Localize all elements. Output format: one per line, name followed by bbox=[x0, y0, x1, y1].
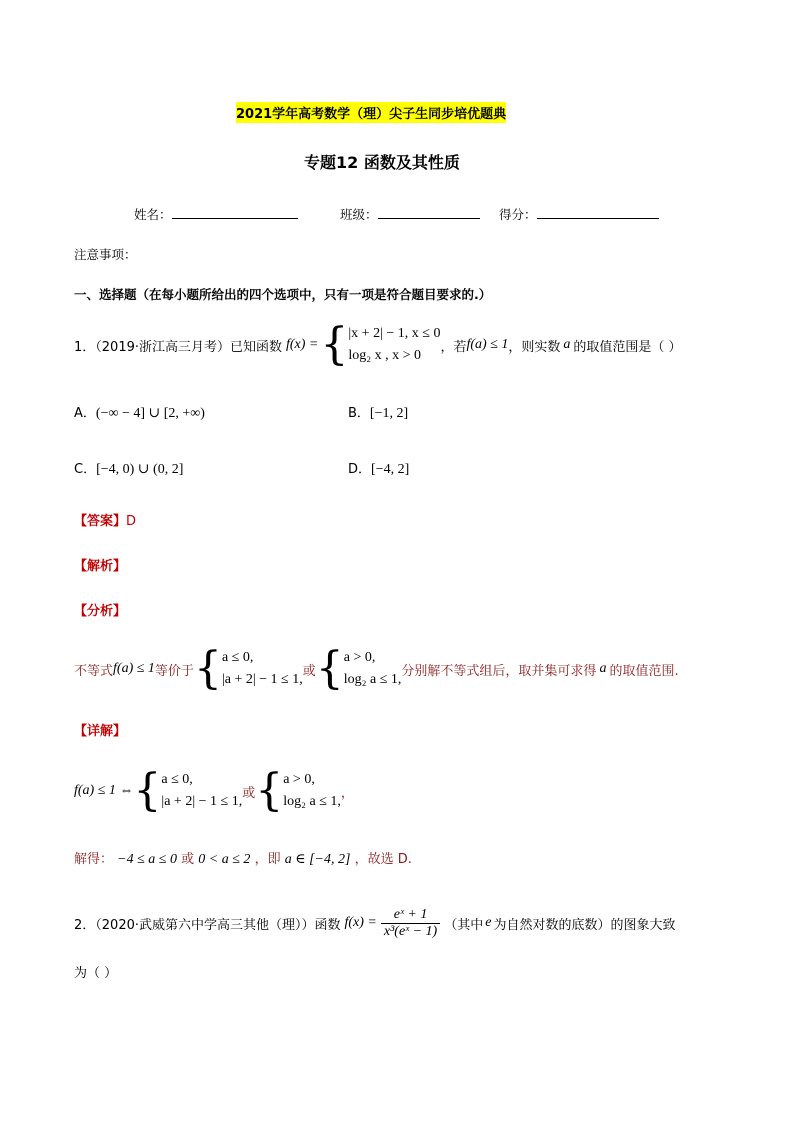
detail-sys1-b: |a + 2| − 1 ≤ 1, bbox=[161, 794, 243, 809]
solve-mid: ，即 bbox=[254, 852, 281, 867]
detail-sys1-a: a ≤ 0, bbox=[161, 772, 193, 787]
fenxi-system-2 bbox=[344, 647, 402, 691]
notice-heading: 注意事项： bbox=[74, 247, 137, 262]
fenxi-brace-2: { bbox=[315, 643, 344, 694]
fenxi-brace-1: { bbox=[193, 643, 222, 694]
detail-lhs: f(a) ≤ 1 ⇔ bbox=[74, 783, 134, 798]
detail-system-1 bbox=[161, 769, 242, 813]
solve-r3: a ∈ [−4, 2] bbox=[284, 852, 351, 867]
option-d bbox=[348, 458, 409, 478]
question-1 bbox=[74, 319, 682, 370]
fenxi-sys1-a: a ≤ 0, bbox=[221, 650, 254, 665]
section-heading: 一、选择题（在每小题所给出的四个选项中，只有一项是符合题目要求的.） bbox=[74, 287, 492, 302]
q2-suffix: （其中 bbox=[444, 917, 484, 933]
option-b bbox=[348, 402, 408, 422]
q1-brace: { bbox=[320, 319, 349, 370]
fenxi-post1: 分别解不等式组后，取并集可求得 bbox=[401, 663, 597, 679]
q2-fraction bbox=[381, 907, 440, 940]
fenxi-system-1 bbox=[222, 647, 303, 691]
analysis-label: 【解析】 bbox=[74, 559, 127, 574]
score-label: 得分： bbox=[499, 207, 537, 222]
q2-denominator: x³(eˣ − 1) bbox=[383, 923, 438, 939]
option-d-label: D． bbox=[348, 462, 372, 477]
fenxi-or: 或 bbox=[302, 663, 316, 679]
name-blank bbox=[172, 208, 298, 219]
fenxi-sys2-a: a > 0, bbox=[343, 650, 376, 665]
option-c-label: C． bbox=[74, 462, 97, 477]
solve-r1: −4 ≤ a ≤ 0 bbox=[117, 852, 177, 867]
solve-post: ，故选 D. bbox=[354, 852, 412, 867]
q2-e: e bbox=[485, 915, 492, 930]
option-c bbox=[74, 458, 183, 478]
solve-line bbox=[74, 848, 412, 868]
answer-value: D bbox=[126, 514, 137, 529]
fenxi-label: 【分析】 bbox=[74, 604, 127, 619]
q1-cond: f(a) ≤ 1 bbox=[466, 337, 509, 352]
class-blank bbox=[378, 208, 480, 219]
q2-fx: f(x) = bbox=[344, 915, 377, 930]
detail-sys2-a: a > 0, bbox=[283, 772, 315, 787]
q1-var: a bbox=[563, 337, 571, 352]
detail-or: 或 bbox=[242, 785, 256, 801]
q1-fx: f(x) = bbox=[286, 337, 319, 352]
question-2 bbox=[74, 898, 675, 948]
q2-suffix2: 为自然对数的底数）的图象大致 bbox=[493, 917, 676, 933]
option-b-label: B． bbox=[348, 406, 370, 421]
score-blank bbox=[537, 208, 659, 219]
q1-case2: log₂ x , x > 0 bbox=[348, 348, 422, 363]
detail-label: 【详解】 bbox=[74, 724, 127, 739]
fenxi-var: a bbox=[599, 661, 607, 676]
option-c-value: [−4, 0) ∪ (0, 2] bbox=[96, 462, 184, 477]
q1-mid: ，若 bbox=[440, 339, 467, 355]
fenxi-text bbox=[74, 643, 679, 694]
q2-prefix: 2．（2020·武威第六中学高三其他（理））函数 bbox=[74, 917, 341, 933]
fenxi-cond: f(a) ≤ 1 bbox=[113, 661, 155, 676]
solve-pre: 解得： bbox=[74, 852, 114, 867]
fenxi-sys2-b: log₂ a ≤ 1, bbox=[343, 672, 402, 687]
class-label: 班级： bbox=[340, 207, 378, 222]
header-banner: 2021学年高考数学（理）尖子生同步培优题典 bbox=[236, 102, 506, 123]
score-field bbox=[499, 205, 659, 223]
detail-brace-2: { bbox=[255, 765, 284, 816]
class-field bbox=[340, 205, 480, 223]
fenxi-post2: 的取值范围. bbox=[609, 663, 679, 679]
solve-or: 或 bbox=[181, 852, 195, 867]
name-label: 姓名： bbox=[134, 207, 172, 222]
q1-prefix: 1．（2019·浙江高三月考）已知函数 bbox=[74, 339, 282, 355]
q1-suffix2: 的取值范围是（ ） bbox=[573, 339, 682, 355]
q1-cases bbox=[348, 323, 440, 367]
answer-label: 【答案】 bbox=[74, 514, 127, 529]
answer-line bbox=[74, 510, 136, 529]
option-a bbox=[74, 402, 205, 422]
detail-system-2 bbox=[283, 769, 341, 813]
q2-line2: 为（ ） bbox=[74, 966, 118, 981]
q1-suffix1: ，则实数 bbox=[508, 339, 561, 355]
q2-numerator: eˣ + 1 bbox=[381, 907, 440, 924]
option-b-value: [−1, 2] bbox=[369, 406, 409, 421]
page-title: 专题12 函数及其性质 bbox=[304, 153, 460, 172]
name-field bbox=[134, 205, 298, 223]
solve-r2: 0 < a ≤ 2 bbox=[198, 852, 251, 867]
detail-sys2-b: log₂ a ≤ 1, bbox=[283, 794, 341, 809]
fenxi-eq: 等价于 bbox=[154, 663, 194, 679]
option-d-value: [−4, 2] bbox=[371, 462, 410, 477]
option-a-label: A． bbox=[74, 406, 96, 421]
fenxi-pre: 不等式 bbox=[74, 663, 114, 679]
option-a-value: (−∞ − 4] ∪ [2, +∞) bbox=[95, 406, 205, 421]
detail-text bbox=[74, 765, 354, 816]
q1-case1: |x + 2| − 1, x ≤ 0 bbox=[348, 326, 441, 341]
fenxi-sys1-b: |a + 2| − 1 ≤ 1, bbox=[221, 672, 303, 687]
detail-brace-1: { bbox=[133, 765, 162, 816]
detail-comma: ， bbox=[340, 785, 354, 801]
